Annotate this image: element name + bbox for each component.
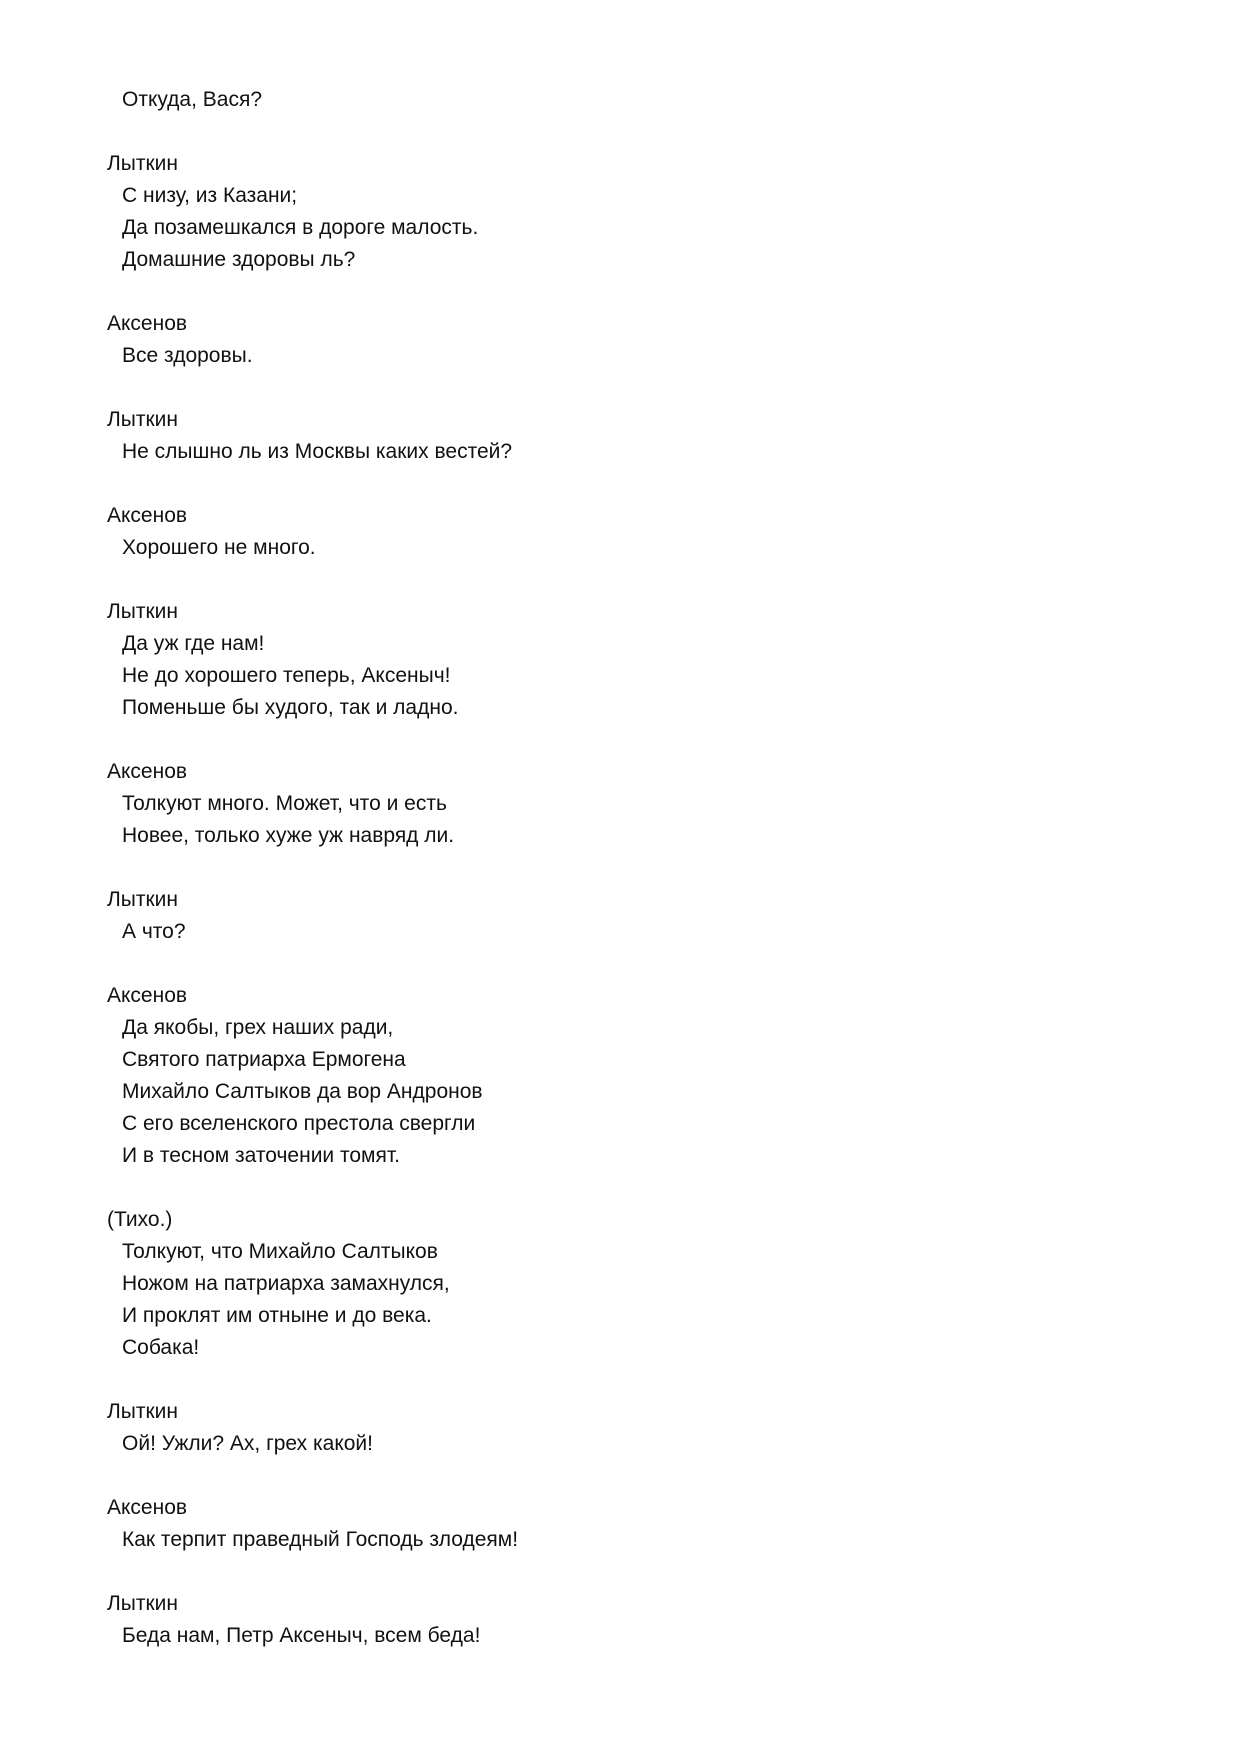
- dialogue-line: А что?: [122, 920, 186, 943]
- dialogue-block: [107, 596, 1107, 724]
- dialogue-block: [107, 1588, 1107, 1652]
- dialogue-line: Михайло Салтыков да вор Андронов: [122, 1080, 483, 1103]
- speaker-name: Лыткин: [107, 152, 179, 175]
- dialogue-line: Да якобы, грех наших ради,: [122, 1016, 394, 1039]
- dialogue-line: Толкуют много. Может, что и есть: [122, 792, 447, 815]
- dialogue-block: [107, 1396, 1107, 1460]
- dialogue-block: [107, 404, 1107, 468]
- dialogue-line: И в тесном заточении томят.: [122, 1144, 400, 1167]
- speaker-name: Аксенов: [107, 984, 188, 1007]
- dialogue-line: Не слышно ль из Москвы каких вестей?: [122, 440, 513, 463]
- play-text-page: [107, 84, 1107, 1684]
- dialogue-line: Святого патриарха Ермогена: [122, 1048, 406, 1071]
- speaker-name: Аксенов: [107, 1496, 188, 1519]
- dialogue-block: [107, 1492, 1107, 1556]
- dialogue-line: Поменьше бы худого, так и ладно.: [122, 696, 459, 719]
- dialogue-line: С его вселенского престола свергли: [122, 1112, 476, 1135]
- speaker-name: Лыткин: [107, 408, 179, 431]
- dialogue-block: [107, 980, 1107, 1172]
- dialogue-line: Да уж где нам!: [122, 632, 265, 655]
- speaker-name: Лыткин: [107, 888, 179, 911]
- dialogue-line: Хорошего не много.: [122, 536, 316, 559]
- dialogue-block: [107, 500, 1107, 564]
- dialogue-block: [107, 756, 1107, 852]
- dialogue-line: Беда нам, Петр Аксеныч, всем беда!: [122, 1624, 481, 1647]
- dialogue-block: [107, 1204, 1107, 1364]
- dialogue-line: Новее, только хуже уж навряд ли.: [122, 824, 455, 847]
- dialogue-line: И проклят им отныне и до века.: [122, 1304, 432, 1327]
- dialogue-line: Собака!: [122, 1336, 200, 1359]
- dialogue-line: Домашние здоровы ль?: [122, 248, 356, 271]
- dialogue-line: Да позамешкался в дороге малость.: [122, 216, 479, 239]
- speaker-name: (Тихо.): [107, 1208, 173, 1231]
- speaker-name: Лыткин: [107, 600, 179, 623]
- dialogue-line: Ой! Ужли? Ах, грех какой!: [122, 1432, 373, 1455]
- dialogue-block: [107, 148, 1107, 276]
- dialogue-block: [107, 308, 1107, 372]
- dialogue-line: С низу, из Казани;: [122, 184, 298, 207]
- dialogue-line: Как терпит праведный Господь злодеям!: [122, 1528, 519, 1551]
- dialogue-line: Откуда, Вася?: [122, 88, 263, 111]
- dialogue-block: [107, 84, 1107, 116]
- dialogue-line: Не до хорошего теперь, Аксеныч!: [122, 664, 451, 687]
- speaker-name: Аксенов: [107, 504, 188, 527]
- speaker-name: Аксенов: [107, 760, 188, 783]
- speaker-name: Лыткин: [107, 1592, 179, 1615]
- dialogue-block: [107, 884, 1107, 948]
- speaker-name: Лыткин: [107, 1400, 179, 1423]
- speaker-name: Аксенов: [107, 312, 188, 335]
- dialogue-line: Толкуют, что Михайло Салтыков: [122, 1240, 438, 1263]
- dialogue-line: Все здоровы.: [122, 344, 253, 367]
- dialogue-line: Ножом на патриарха замахнулся,: [122, 1272, 450, 1295]
